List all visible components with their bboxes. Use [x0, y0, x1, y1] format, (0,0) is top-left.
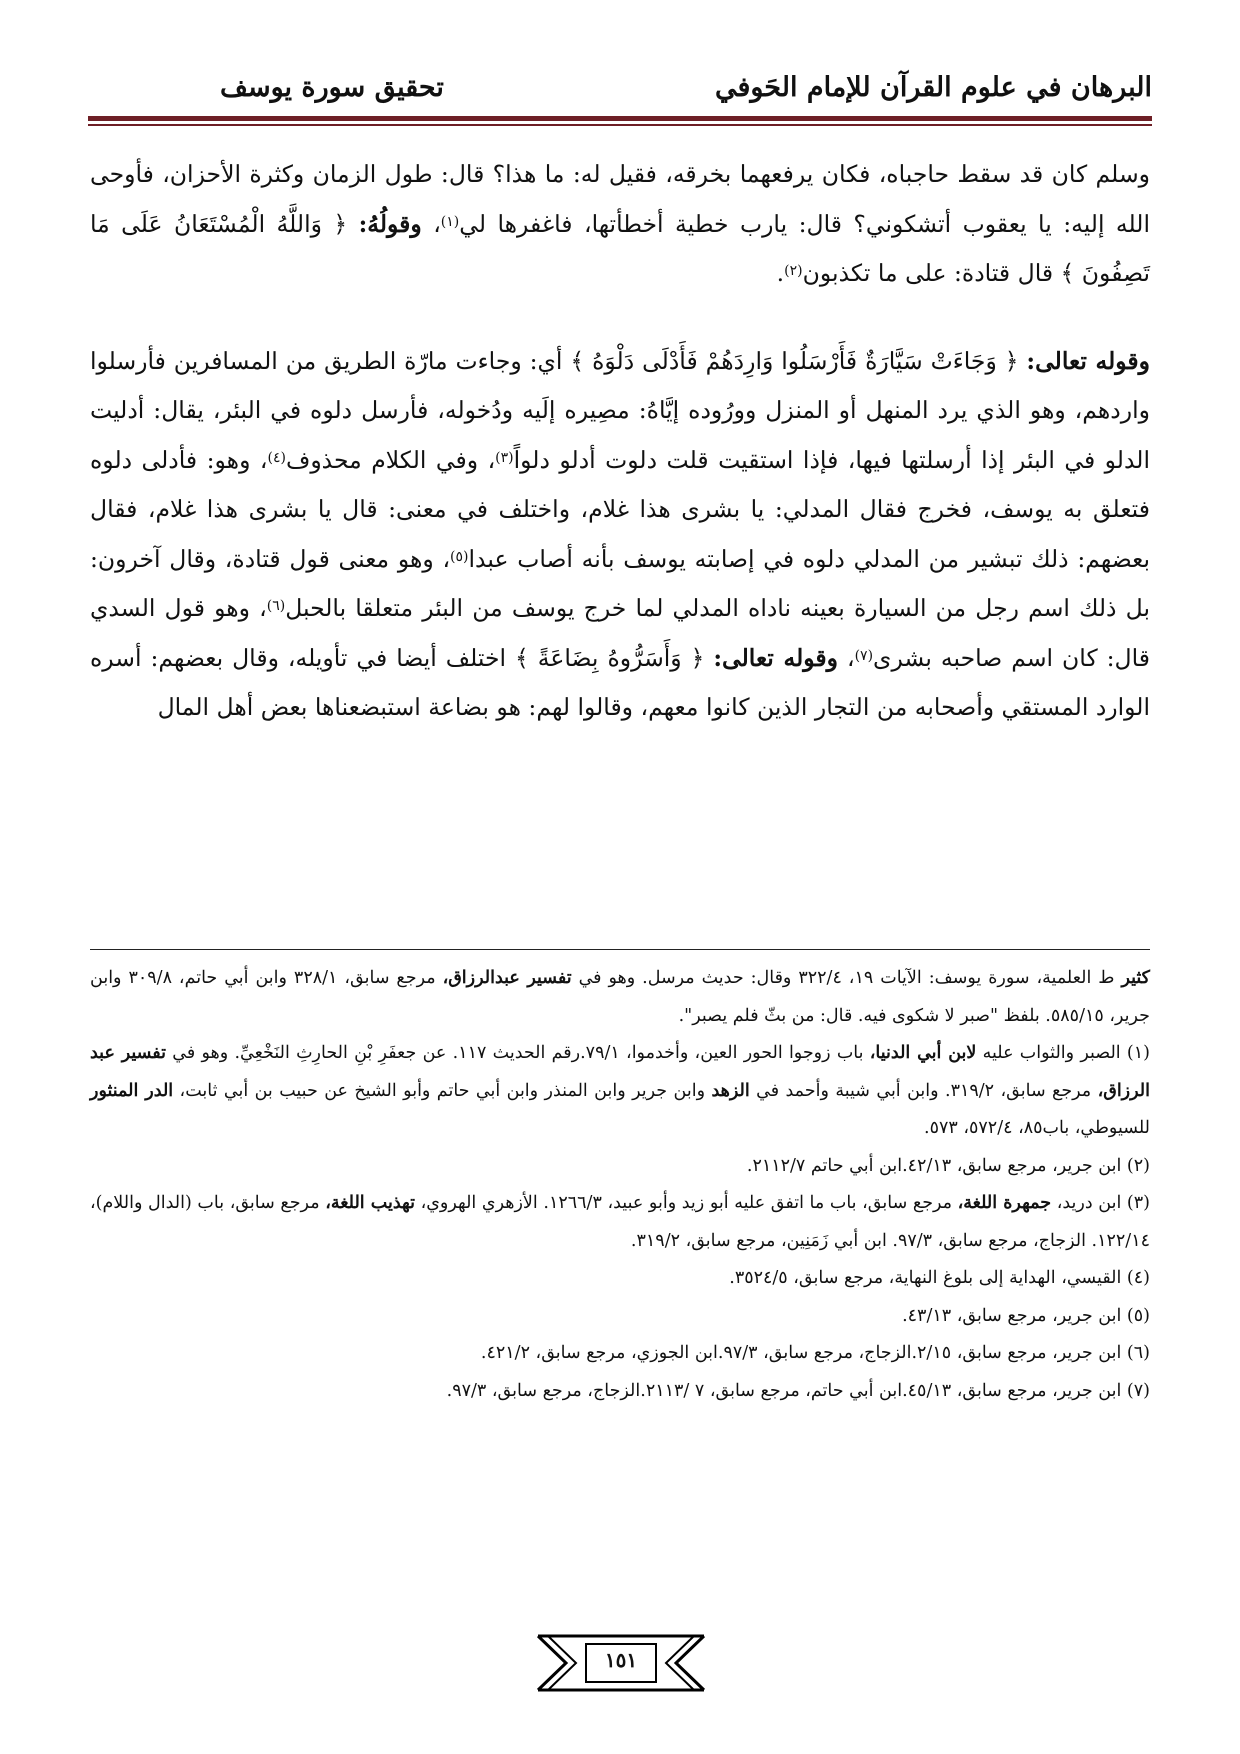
- footnote-3: [90, 1185, 1150, 1260]
- footnotes: [90, 960, 1150, 1410]
- bold-ref: لابن أبي الدنيا،: [869, 1043, 977, 1063]
- text-run: (٢) ابن جرير، مرجع سابق، ٤٢/١٣.ابن أبي حاتم ٢١١٢/٧.: [746, 1155, 1150, 1176]
- text-run: (٧) ابن جرير، مرجع سابق، ٤٥/١٣.ابن أبي حاتم، مرجع سابق، ٧ /٢١١٣.الزجاج، مرجع سابق، ٩٧/٣.: [446, 1380, 1150, 1401]
- footnote-ref: (٢): [784, 263, 803, 279]
- footnote-6: [90, 1335, 1150, 1373]
- book-title: البرهان في علوم القرآن للإمام الحَوفي: [714, 72, 1152, 103]
- section-title: تحقيق سورة يوسف: [220, 72, 444, 103]
- footnote-ref: (٦): [266, 598, 286, 614]
- text-run: ، وهو قول السدي قال: كان اسم صاحبه بشرى: [90, 594, 1150, 672]
- text-run: ، وهو معنى قول قتادة، وقال آخرون: بل ذلك اسم رجل من السيارة بعينه ناداه المدلي لما خرج يوسف من البئر متعلقا بالحبل: [90, 544, 1150, 622]
- footnote-continued: [90, 960, 1150, 1035]
- page-number: ١٥١: [604, 1648, 638, 1672]
- footnote-ref: (٤): [267, 449, 286, 466]
- text-run: (١) الصبر والثواب عليه: [976, 1043, 1150, 1063]
- text-run: للسيوطي، باب٨٥، ٥٧٢/٤، ٥٧٣.: [924, 1118, 1150, 1138]
- text-run: (٥) ابن جرير، مرجع سابق، ٤٣/١٣.: [902, 1305, 1150, 1326]
- bold-ref: الدر المنثور: [90, 1080, 174, 1101]
- quran-verse: ﴿ وَاللَّهُ الْمُسْتَعَانُ عَلَى مَا تَصِفُونَ ﴾ قال قتادة: على ما تكذبون: [90, 209, 1150, 287]
- text-run: ، وهو: فأدلى دلوه فتعلق به يوسف، فخرج فقال المدلي: يا بشرى هذا غلام، واختلف في معنى: قال يا بشرى هذا غلام، فقال بعضهم: ذلك تبشير من المدلي دلوه في إصابته يوسف بأنه أصاب عبدا: [90, 445, 1150, 573]
- bold-ref: تهذيب اللغة،: [325, 1193, 415, 1213]
- text-run: ﴿ وَجَاءَتْ سَيَّارَةٌ فَأَرْسَلُوا وَارِدَهُمْ فَأَدْلَى دَلْوَهُ ﴾ أي: وجاءت مارّة الطريق من المسافرين فأرسلوا واردهم، وهو الذي يرد المنهل أو المنزل وورُوده إيَّاهُ: مصِيره إلَيه ودُخوله، فأرسل دلوه في البئر، يقال: أدليت الدلو في البئر إذا أرسلتها فيها، فإذا استقيت قلت دلوت أدلو دلواً: [90, 346, 1150, 474]
- footnote-1: [90, 1035, 1150, 1148]
- text-run: مرجع سابق، باب (الدال واللام)، ١٢٢/١٤. الزجاج، مرجع سابق، ٩٧/٣. ابن أبي زَمَنِين، مرجع سابق، ٣١٩/٢.: [90, 1193, 1150, 1251]
- main-text: [90, 150, 1150, 733]
- bold-lead: وقوله تعالى:: [713, 643, 839, 672]
- footnote-separator: [90, 949, 1150, 950]
- header-rule-thick: [88, 116, 1152, 121]
- text-run: ط العلمية، سورة يوسف: الآيات ١٩، ٣٢٢/٤ وقال: حديث مرسل. وهو في: [571, 968, 1122, 988]
- text-run: مرجع سابق، باب ما اتفق عليه أبو زيد وأبو عبيد، ١٢٦٦/٣. الأزهري الهروي،: [414, 1193, 958, 1213]
- text-run: (٣) ابن دريد،: [1051, 1193, 1150, 1213]
- text-run: باب زوجوا الحور العين، وأخدموا، ٧٩/١.رقم الحديث ١١٧. عن جعفَرِ بْنِ الحارِثِ النَخْعِيِّ. وهو في: [165, 1043, 870, 1063]
- footnote-5: [90, 1298, 1150, 1336]
- header-rule-thin: [88, 124, 1152, 126]
- bold-ref: الزهد: [711, 1080, 750, 1101]
- bold-ref: تفسير عبدالرزاق،: [442, 968, 572, 988]
- footnote-ref: (٣): [495, 449, 514, 466]
- footnote-ref: (١): [440, 213, 460, 230]
- text-run: وابن جرير وابن المنذر وابن أبي حاتم وأبو الشيخ عن حبيب بن أبي ثابت،: [173, 1080, 712, 1101]
- bold-lead: وقوله تعالى:: [1026, 346, 1150, 375]
- paragraph-1: [90, 150, 1150, 299]
- text-run: مرجع سابق، ٣٢٨/١ وابن أبي حاتم، ٣٠٩/٨ وابن جرير، ٥٨٥/١٥. بلفظ "صبر لا شكوى فيه. قال: من بثّ فلم يصبر".: [90, 968, 1150, 1026]
- paragraph-2: [90, 337, 1150, 733]
- text-run: (٦) ابن جرير، مرجع سابق، ٢/١٥.الزجاج، مرجع سابق، ٩٧/٣.ابن الجوزي، مرجع سابق، ٤٢١/٢.: [480, 1343, 1150, 1363]
- footnote-7: [90, 1373, 1150, 1411]
- text-run: ﴿ وَأَسَرُّوهُ بِضَاعَةً ﴾ اختلف أيضا في تأويله، وقال بعضهم: أسره الوارد المستقي وأصحابه من التجار الذين كانوا معهم، وقالوا لهم: هو بضاعة استبضعناها بعض أهل المال: [90, 643, 1150, 721]
- bold-ref: تفسير عبد الرزاق،: [90, 1043, 1150, 1101]
- bold-lead: وقولُهُ:: [358, 209, 422, 238]
- text-run: ، وفي الكلام محذوف: [285, 445, 496, 474]
- text-run: .: [776, 259, 785, 287]
- page-number-ornament: [536, 1634, 706, 1692]
- text-run: ،: [421, 209, 441, 238]
- text-run: وسلم كان قد سقط حاجباه، فكان يرفعهما بخرقه، فقيل له: ما هذا؟ قال: طول الزمان وكثرة الأحزان، فأوحى الله إليه: يا يعقوب أتشكوني؟ قال: يارب خطية أخطأتها، فاغفرها لي: [90, 160, 1150, 238]
- text-run: مرجع سابق، ٣١٩/٢. وابن أبي شيبة وأحمد في: [749, 1080, 1098, 1101]
- text-run: ،: [838, 643, 855, 672]
- footnote-ref: (٧): [854, 647, 874, 664]
- text-run: (٤) القيسي، الهداية إلى بلوغ النهاية، مرجع سابق، ٣٥٢٤/٥.: [729, 1268, 1150, 1288]
- page-header: [90, 72, 1152, 112]
- footnote-2: [90, 1148, 1150, 1186]
- bold-ref: كثير: [1121, 968, 1151, 988]
- bold-ref: جمهرة اللغة،: [957, 1193, 1052, 1213]
- footnote-4: [90, 1260, 1150, 1298]
- footnote-ref: (٥): [450, 548, 469, 565]
